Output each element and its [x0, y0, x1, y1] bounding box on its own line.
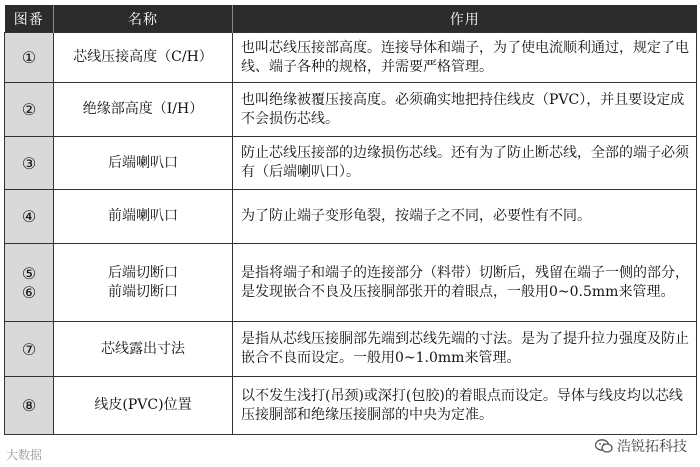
row-number: ④: [5, 190, 54, 244]
row-name-b: 前端切断口: [108, 283, 178, 300]
table-row: [5, 83, 697, 137]
row-number: ①: [5, 33, 54, 83]
row-number-b: ⑥: [21, 282, 37, 302]
row-description: 是指将端子和端子的连接部分（料带）切断后，残留在端子一侧的部分，是发现嵌合不良及压接胴部张开的着眼点，一般用0~0.5mm来管理。: [233, 244, 697, 322]
row-description: 也叫绝缘被覆压接高度。必须确实地把持住线皮（PVC），并且要设定成不会损伤芯线。: [233, 83, 697, 137]
header-no: 图番: [5, 5, 54, 33]
row-name: 前端喇叭口: [54, 190, 233, 244]
watermark-right-text: 浩锐拓科技: [617, 439, 687, 455]
row-name: 后端喇叭口: [54, 137, 233, 190]
row-description: 以不发生浅打(吊颈)或深打(包胶)的着眼点而设定。导体与线皮均以芯线压接胴部和绝缘压接胴部的中央为定准。: [233, 377, 697, 435]
table-row: [5, 322, 697, 377]
row-number: ②: [5, 83, 54, 137]
row-name: 绝缘部高度（I/H）: [54, 83, 233, 137]
row-number-pair: [5, 244, 54, 322]
row-number: ⑦: [5, 322, 54, 377]
row-name: 芯线露出寸法: [54, 322, 233, 377]
table-row: [5, 244, 697, 322]
wechat-icon: [595, 439, 613, 454]
row-description: 也叫芯线压接部高度。连接导体和端子，为了使电流顺利通过，规定了电线、端子各种的规格，并需要严格管理。: [233, 33, 697, 83]
row-description: 是指从芯线压接胴部先端到芯线先端的寸法。是为了提升拉力强度及防止嵌合不良而设定。一般用0~1.0mm来管理。: [233, 322, 697, 377]
table-row: [5, 137, 697, 190]
crimp-terminal-table: [4, 5, 697, 435]
row-number: ⑧: [5, 377, 54, 435]
table-row: [5, 377, 697, 435]
row-number-a: ⑤: [21, 263, 37, 283]
watermark-left-text: 大数据: [6, 448, 43, 462]
row-description: 防止芯线压接部的边缘损伤芯线。还有为了防止断芯线，全部的端子必须有（后端喇叭口）。: [233, 137, 697, 190]
table-row: [5, 33, 697, 83]
row-name-a: 后端切断口: [108, 264, 178, 281]
header-name: 名称: [54, 5, 233, 33]
row-name: 芯线压接高度（C/H）: [54, 33, 233, 83]
watermark-left: [6, 446, 42, 463]
row-number: ③: [5, 137, 54, 190]
table-header-row: [5, 5, 697, 33]
row-description: 为了防止端子变形龟裂，按端子之不同，必要性有不同。: [233, 190, 697, 244]
table-row: [5, 190, 697, 244]
row-name-pair: [54, 244, 233, 322]
row-name: 线皮(PVC)位置: [54, 377, 233, 435]
watermark-right: [592, 435, 690, 457]
header-desc: 作用: [233, 5, 697, 33]
